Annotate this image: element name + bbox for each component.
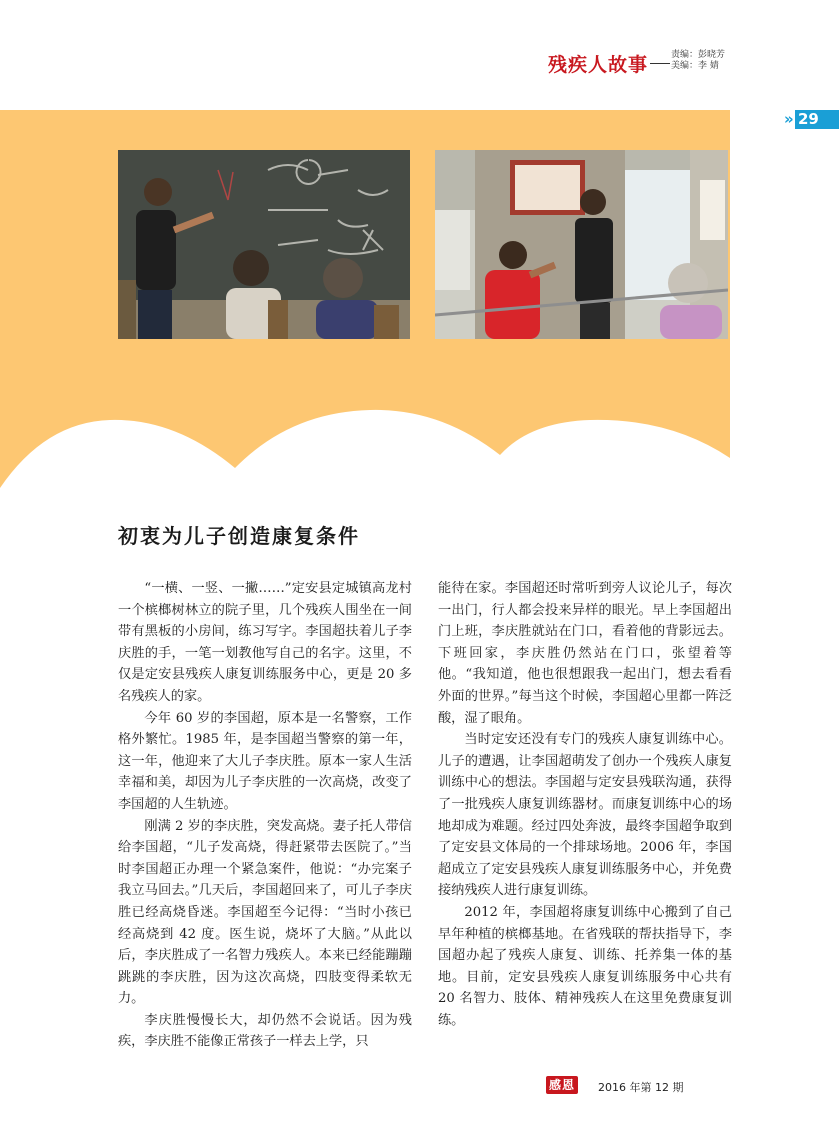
magazine-logo: 感恩 — [546, 1076, 578, 1094]
photo-training — [435, 150, 728, 339]
paragraph: 当时定安还没有专门的残疾人康复训练中心。儿子的遭遇，让李国超萌发了创办一个残疾人康复训练中心的想法。李国超与定安县残联沟通，获得了一批残疾人康复训练器材。而康复训练中心的场地却成为难题。经过四处奔波，最终李国超争取到了定安县文体局的一个排球场地。2006 年，李国超成立了定安县残疾人康复训练服务中心，并免费接纳残疾人进行康复训练。 — [438, 732, 732, 899]
paragraph: 今年 60 岁的李国超，原本是一名警察，工作格外繁忙。1985 年，是李国超当警察的第一年，这一年，他迎来了大儿子李庆胜。原本一家人生活幸福和美，却因为儿子李庆胜的一次高烧，改变了李国超的人生轨迹。 — [118, 710, 412, 812]
article-heading: 初衷为儿子创造康复条件 — [118, 524, 360, 548]
issue-number: 2016 年第 12 期 — [598, 1081, 684, 1094]
paragraph: 刚满 2 岁的李庆胜，突发高烧。妻子托人带信给李国超，“儿子发高烧，得赶紧带去医院了。”当时李国超正办理一个紧急案件，他说：“办完案子我立马回去。”几天后，李国超回来了，可儿子李庆胜已经高烧昏迷。李国超至今记得：“当时小孩已经高烧到 42 度。医生说，烧坏了大脑。”从此以后，李庆胜成了一名智力残疾人。本来已经能蹦蹦跳跳的李庆胜，因为这次高烧，四肢变得柔软无力。 — [118, 818, 412, 1007]
paragraph: 李庆胜慢慢长大，却仍然不会说话。因为残疾，李庆胜不能像正常孩子一样去上学，只 — [118, 1012, 412, 1050]
photo-blackboard — [118, 150, 410, 339]
designer-line: 美编：李 婧 — [671, 61, 719, 71]
paragraph: 2012 年，李国超将康复训练中心搬到了自己早年种植的槟榔基地。在省残联的帮扶指导下，李国超办起了残疾人康复、训练、托养集一体的基地。目前，定安县残疾人康复训练服务中心共有 20 名智力、肢体、精神残疾人在这里免费康复训练。 — [438, 904, 732, 1028]
article-column-left — [118, 578, 412, 1053]
chevron-icon: » — [784, 110, 794, 128]
section-title: 残疾人故事 — [548, 54, 649, 76]
paragraph: 能待在家。李国超还时常听到旁人议论儿子，每次一出门，行人都会投来异样的眼光。早上李国超出门上班，李庆胜就站在门口，看着他的背影远去。下班回家，李庆胜仍然站在门口，张望着等他。“我知道，他也很想跟我一起出门，想去看看外面的世界。”每当这个时候，李国超心里都一阵泛酸，湿了眼角。 — [438, 581, 732, 726]
paragraph: “一横、一竖、一撇……”定安县定城镇高龙村一个槟榔树林立的院子里，几个残疾人围坐在一间带有黑板的小房间，练习写字。李国超扶着儿子李庆胜的手，一笔一划教他写自己的名字。这里，不仅是定安县残疾人康复训练服务中心，更是 20 多名残疾人的家。 — [118, 581, 412, 704]
editor-line: 责编：彭晓芳 — [671, 50, 726, 60]
page-number: 29 — [795, 110, 839, 129]
article-column-right — [438, 578, 732, 1031]
